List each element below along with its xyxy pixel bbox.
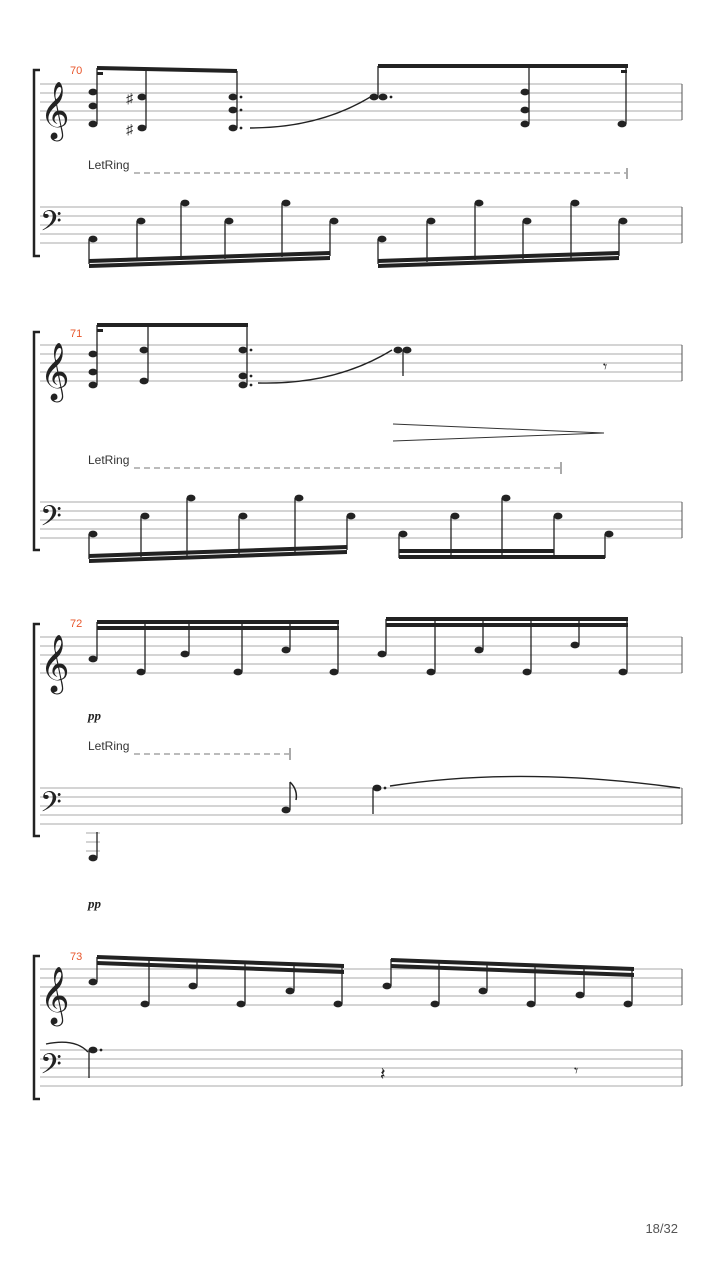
system-2 <box>34 323 682 563</box>
bass-clef-icon: 𝄢 <box>40 786 62 826</box>
svg-text:♯: ♯ <box>126 90 133 106</box>
bass-staff <box>40 1050 682 1086</box>
decrescendo-hairpin <box>393 424 604 441</box>
treble-notes <box>89 323 608 388</box>
bass-staff <box>40 207 682 243</box>
measure-number: 73 <box>70 951 83 963</box>
treble-notes <box>89 955 635 1007</box>
eighth-rest-icon: 𝄾 <box>574 1063 579 1080</box>
treble-staff <box>40 637 682 673</box>
system-1 <box>34 64 682 268</box>
bass-staff <box>40 788 682 824</box>
page-number: 18/32 <box>645 1221 678 1236</box>
bass-staff <box>40 502 682 538</box>
bass-clef-icon: 𝄢 <box>40 205 62 245</box>
let-ring-label: LetRing <box>88 453 130 467</box>
bass-notes <box>86 776 680 861</box>
treble-notes <box>89 64 629 137</box>
svg-text:♯: ♯ <box>126 121 133 137</box>
measure-number: 70 <box>70 65 83 77</box>
dynamic-marking: pp <box>88 708 101 723</box>
treble-clef-icon: 𝄞 <box>40 966 70 1024</box>
let-ring-label: LetRing <box>88 158 130 172</box>
let-ring-label: LetRing <box>88 739 130 753</box>
measure-number: 71 <box>70 328 83 340</box>
system-4 <box>34 951 682 1099</box>
treble-clef-icon: 𝄞 <box>40 342 70 400</box>
bass-clef-icon: 𝄢 <box>40 500 62 540</box>
system-3 <box>34 617 682 911</box>
measure-number: 72 <box>70 618 83 630</box>
bass-clef-icon: 𝄢 <box>40 1048 62 1088</box>
quarter-rest-icon: 𝄽 <box>380 1064 386 1084</box>
treble-staff <box>40 345 682 381</box>
bass-notes <box>46 1042 578 1084</box>
treble-clef-icon: 𝄞 <box>40 81 70 139</box>
dynamic-marking-lower: pp <box>88 896 101 911</box>
treble-clef-icon: 𝄞 <box>40 634 70 692</box>
eighth-rest-icon: 𝄾 <box>603 359 608 376</box>
